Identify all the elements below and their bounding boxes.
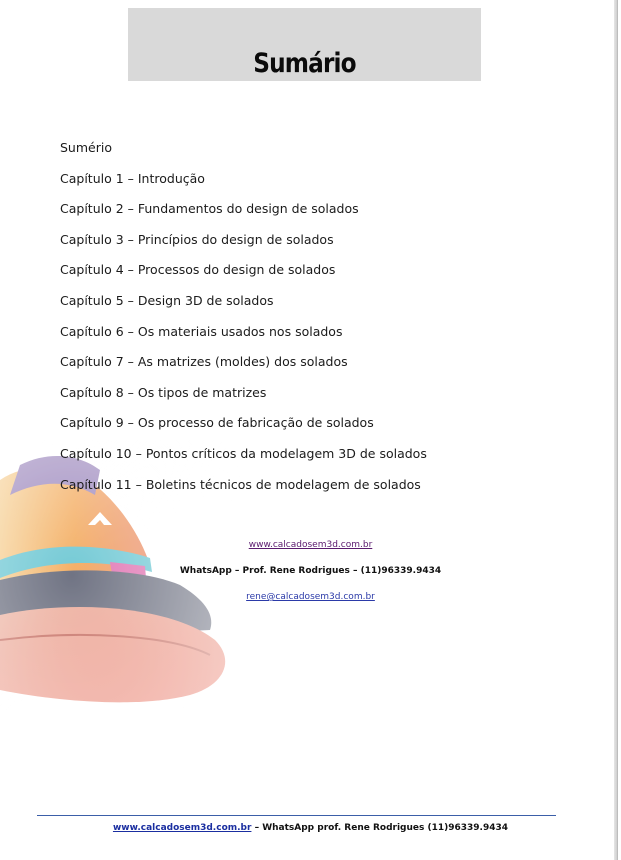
toc-item: Capítulo 9 – Os processo de fabricação de solados <box>60 415 374 431</box>
toc-item: Capítulo 3 – Princípios do design de solados <box>60 231 334 247</box>
toc-item: Capítulo 6 – Os materiais usados nos solados <box>60 323 343 339</box>
page-title: Sumário <box>253 48 356 79</box>
whatsapp-contact: WhatsApp – Prof. Rene Rodrigues – (11)96339.9434 <box>179 566 442 576</box>
website-link[interactable]: www.calcadosem3d.com.br <box>248 540 373 550</box>
toc-item: Capítulo 10 – Pontos críticos da modelagem 3D de solados <box>60 445 427 461</box>
footer-text: – WhatsApp prof. Rene Rodrigues (11)96339.9434 <box>251 823 509 833</box>
page-footer <box>0 823 621 833</box>
toc-item: Capítulo 2 – Fundamentos do design de solados <box>60 201 359 217</box>
email-link[interactable]: rene@calcadosem3d.com.br <box>246 592 375 602</box>
footer-website-link[interactable]: www.calcadosem3d.com.br <box>112 823 252 833</box>
toc-item: Capítulo 11 – Boletins técnicos de modelagem de solados <box>60 476 421 492</box>
footer-divider <box>37 815 556 816</box>
page-edge <box>614 0 617 860</box>
toc-item: Capítulo 1 – Introdução <box>60 170 205 186</box>
table-of-contents <box>60 138 580 505</box>
toc-item: Sumério <box>60 140 112 155</box>
toc-item: Capítulo 4 – Processos do design de solados <box>60 262 336 278</box>
title-banner <box>128 8 481 81</box>
toc-item: Capítulo 8 – Os tipos de matrizes <box>60 384 267 400</box>
toc-item: Capítulo 5 – Design 3D de solados <box>60 292 274 308</box>
toc-item: Capítulo 7 – As matrizes (moldes) dos solados <box>60 354 348 370</box>
